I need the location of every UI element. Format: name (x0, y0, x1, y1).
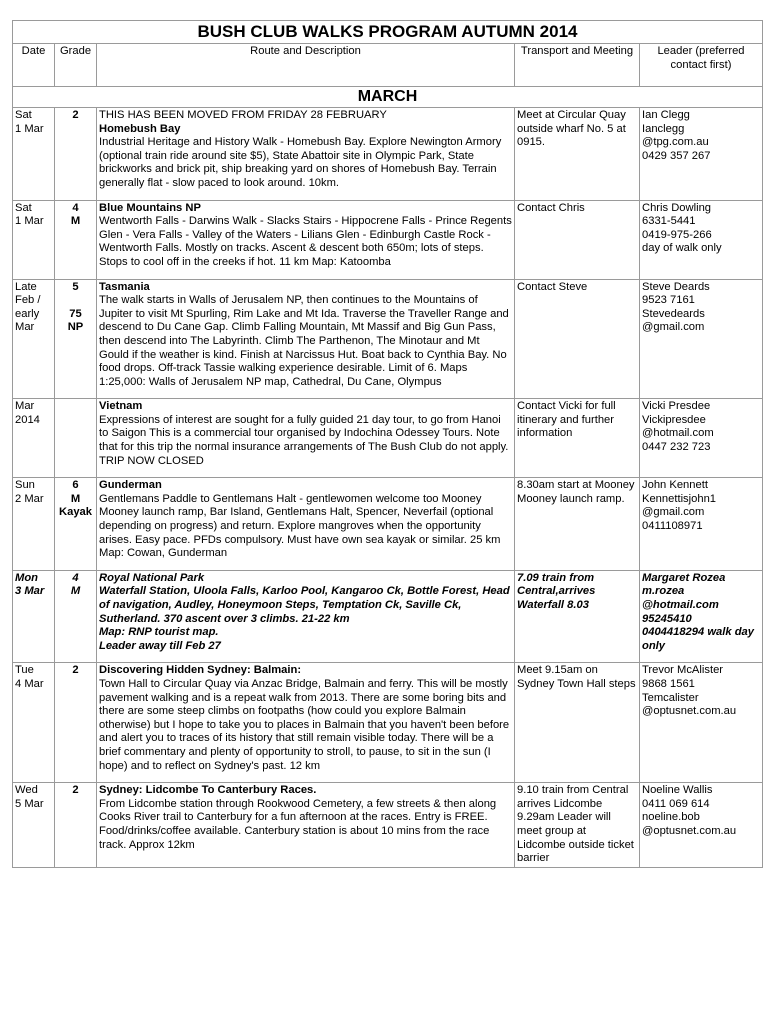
walk-transport: 9.10 train from Central arrives Lidcombe 9.29am Leader will meet group at Lidcombe outside ticket barrier (515, 783, 640, 868)
header-transport: Transport and Meeting (515, 44, 640, 87)
walk-leader: John Kennett Kennettisjohn1 @gmail.com 0411108971 (640, 478, 763, 571)
walk-route (97, 200, 515, 279)
row-spacer (99, 270, 512, 278)
walk-row (13, 478, 763, 571)
walk-grade: 2 (55, 108, 97, 201)
walk-row (13, 663, 763, 783)
walk-transport: 8.30am start at Mooney Mooney launch ramp. (515, 478, 640, 571)
walk-route (97, 663, 515, 783)
walk-row (13, 200, 763, 279)
walk-route-description: Town Hall to Circular Quay via Anzac Bridge, Balmain and ferry. This will be mostly pavement walking and is a repeat walk from 2013. There are some boring bits and there are some steep climbs on footpaths (how could you explore Balmain otherwise) but I hope to take you to places in Balmain that you haven't been before and alert you to traces of its history that still remain visible today. There will be a brief commentary and plenty of opportunity to stroll, to pause, to sit in the sun (I hope) and to reflect on Sydney's past. 12 km (99, 677, 510, 772)
walk-row (13, 570, 763, 663)
walk-leader: Chris Dowling 6331-5441 0419-975-266 day of walk only (640, 200, 763, 279)
header-row (13, 44, 763, 87)
walk-grade: 2 (55, 663, 97, 783)
walk-grade: 2 (55, 783, 97, 868)
header-grade: Grade (55, 44, 97, 87)
walk-route-description: Waterfall Station, Uloola Falls, Karloo Pool, Kangaroo Ck, Bottle Forest, Head of navigation, Audley, Honeymoon Steps, Temptation Ck, Saville Ck, Sutherland. 370 ascent over 3 climbs. 21-22 km Map: RNP tourist map. Leader away till Feb 27 (99, 585, 510, 652)
walk-route-description: Wentworth Falls - Darwins Walk - Slacks Stairs - Hippocrene Falls - Prince Regents Glen - Vera Falls - Valley of the Waters - Lilians Glen - Edinburgh Castle Rock - Wentworth Falls. Mostly on tracks. Ascent & descent both 650m; lots of steps. Stops to cool off in the creeks if hot. 11 km Map: Katoomba (99, 215, 512, 268)
row-spacer (99, 468, 512, 476)
walk-route-note: THIS HAS BEEN MOVED FROM FRIDAY 28 FEBRUARY (99, 109, 387, 121)
walk-transport: Contact Vicki for full itinerary and further information (515, 399, 640, 478)
walk-route (97, 783, 515, 868)
walk-route (97, 570, 515, 663)
walk-date: Late Feb / early Mar (13, 279, 55, 399)
row-spacer (99, 389, 512, 397)
walk-date: Sat 1 Mar (13, 200, 55, 279)
walk-route-title: Homebush Bay (99, 122, 181, 135)
walk-transport: Contact Chris (515, 200, 640, 279)
walk-leader: Steve Deards 9523 7161 Stevedeards @gmail.com (640, 279, 763, 399)
walks-program-table (12, 20, 763, 868)
walk-transport: Meet at Circular Quay outside wharf No. 5 at 0915. (515, 108, 640, 201)
header-route: Route and Description (97, 44, 515, 87)
month-heading: MARCH (13, 87, 763, 108)
walk-leader: Trevor McAlister 9868 1561 Temcalister @optusnet.com.au (640, 663, 763, 783)
walk-leader: Margaret Rozea m.rozea @hotmail.com 95245410 0404418294 walk day only (640, 570, 763, 663)
walk-route-title: Tasmania (99, 280, 150, 293)
walk-route (97, 108, 515, 201)
walk-route-title: Blue Mountains NP (99, 201, 201, 214)
walk-route (97, 279, 515, 399)
walk-route-description: Gentlemans Paddle to Gentlemans Halt - gentlewomen welcome too Mooney Mooney launch ramp, Bar Island, Gentlemans Halt, Spencer, Neverfail (optional depending on progress) and return. Explore mangroves when the opportunity arises. Easy pace. PFDs compulsory. Must have own sea kayak or similar. 25 km Map: Cowan, Gunderman (99, 492, 501, 560)
walk-grade: 4 M (55, 200, 97, 279)
walk-row (13, 279, 763, 399)
walk-route (97, 399, 515, 478)
walk-route-title: Discovering Hidden Sydney: Balmain: (99, 664, 302, 677)
row-spacer (99, 561, 512, 569)
walk-route-description: From Lidcombe station through Rookwood Cemetery, a few streets & then along Cooks River trail to Canterbury for a fun afternoon at the races. Entry is FREE. Food/drinks/coffee available. Canterbury station is about 10 mins from the race track. Approx 12km (99, 797, 497, 851)
walk-route-description: The walk starts in Walls of Jerusalem NP, then continues to the Mountains of Jupiter to visit Mt Spurling, Rim Lake and Mt Ida. Traverse the Traveller Range and descend to Du Cane Gap. Climb Falling Mountain, Mt Massif and Big Gun Pass, then descend into The Labyrinth. Climb The Parthenon, The Minotaur and Mt Gould if the weather is kind. Finish at Narcissus Hut. Boat back to Cynthia Bay. No food drops. Off-track Tassie walking experience desirable. Limit of 6. Maps 1:25,000: Walls of Jerusalem NP map, Cathedral, Du Cane, Olympus (99, 294, 509, 388)
walk-route-title: Vietnam (99, 400, 143, 413)
header-leader: Leader (preferred contact first) (640, 44, 763, 87)
walk-row (13, 399, 763, 478)
walk-transport: Meet 9.15am on Sydney Town Hall steps (515, 663, 640, 783)
page-title: BUSH CLUB WALKS PROGRAM AUTUMN 2014 (13, 21, 763, 44)
row-spacer (99, 191, 512, 199)
walk-grade: 5 75 NP (55, 279, 97, 399)
walk-date: Mon 3 Mar (13, 570, 55, 663)
walk-date: Tue 4 Mar (13, 663, 55, 783)
walk-transport: Contact Steve (515, 279, 640, 399)
walk-grade (55, 399, 97, 478)
row-spacer (99, 653, 512, 661)
walk-route (97, 478, 515, 571)
walk-date: Mar 2014 (13, 399, 55, 478)
walk-route-title: Royal National Park (99, 571, 205, 584)
row-spacer (99, 852, 512, 860)
row-spacer (99, 773, 512, 781)
walk-grade: 4 M (55, 570, 97, 663)
walk-row (13, 108, 763, 201)
walk-route-title: Gunderman (99, 479, 162, 492)
walk-date: Wed 5 Mar (13, 783, 55, 868)
walk-rows (13, 108, 763, 868)
header-date: Date (13, 44, 55, 87)
walk-date: Sun 2 Mar (13, 478, 55, 571)
walk-route-description: Expressions of interest are sought for a fully guided 21 day tour, to go from Hanoi to Saigon This is a commercial tour organised by Indochina Odessey Tours. Note that for this trip the normal insurance arrangements of The Bush Club do not apply. TRIP NOW CLOSED (99, 413, 509, 467)
walk-leader: Ian Clegg Ianclegg @tpg.com.au 0429 357 267 (640, 108, 763, 201)
walk-date: Sat 1 Mar (13, 108, 55, 201)
walk-grade: 6 M Kayak (55, 478, 97, 571)
walk-transport: 7.09 train from Central,arrives Waterfall 8.03 (515, 570, 640, 663)
walk-route-title: Sydney: Lidcombe To Canterbury Races. (99, 784, 317, 797)
walk-route-description: Industrial Heritage and History Walk - Homebush Bay. Explore Newington Armory (optional train ride around site $5), State Abattoir site in Olympic Park, State brickworks and brick pit, ship breaking yard on shores of Homebush Bay. Terrain generally flat - slow paced to look around. 10km. (99, 136, 502, 189)
walk-leader: Noeline Wallis 0411 069 614 noeline.bob @optusnet.com.au (640, 783, 763, 868)
walk-row (13, 783, 763, 868)
walk-leader: Vicki Presdee Vickipresdee @hotmail.com 0447 232 723 (640, 399, 763, 478)
